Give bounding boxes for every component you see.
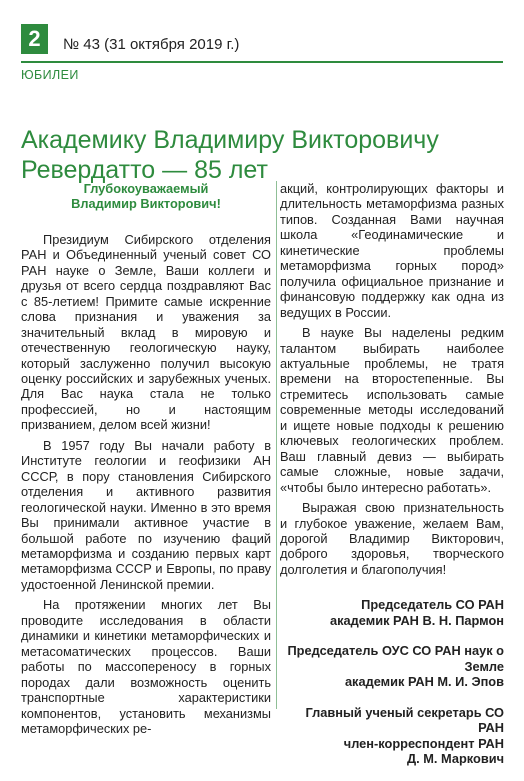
greeting <box>21 181 271 212</box>
signature-block <box>280 597 504 628</box>
page-number-badge: 2 <box>21 24 48 54</box>
signature-title: Председатель СО РАН <box>361 597 504 613</box>
letter-paragraph: Выражая свою признательность и глубокое уважение, желаем Вам, дорогой Владимир Викторович, доброго здоровья, творческого долголетия и благополучия! <box>280 500 504 577</box>
signature-subtitle: член-корреспондент РАН <box>343 735 504 751</box>
greeting-line-2: Владимир Викторович! <box>71 196 221 212</box>
letter-paragraph: В науке Вы наделены редким талантом выбирать наиболее актуальные проблемы, не тратя времени на второстепенные. Вы стремитесь использовать самые современные методы исследований и ищете новые подходы к решению ключевых геологических проблем. Ваш главный девиз — выбирать самые сложные, новые задачи, «чтобы было интересно работать». <box>280 325 504 495</box>
right-column <box>280 181 504 781</box>
section-label: ЮБИЛЕИ <box>21 68 79 82</box>
signature-title: Главный ученый секретарь СО РАН <box>305 704 504 736</box>
column-divider <box>276 181 277 709</box>
letter-paragraph: Президиум Сибирского отделения РАН и Объединенный ученый совет СО РАН науке о Земле, Ваши коллеги и друзья от всего сердца поздравляют Вас с 85-летием! Примите самые искренние слова признания и уважения за значительный вклад в мировую и отечественную геологическую науку, который заслуженно получил высокую оценку российских и зарубежных ученых. Для Вас наука стала не только профессией, но и настоящим призванием, делом всей жизни! <box>21 231 271 433</box>
greeting-line-1: Глубокоуважаемый <box>83 181 209 196</box>
letter-paragraph-continued: акций, контролирующих факторы и длительность метаморфизма разных типов. Созданная Вами научная школа «Геодинамические и кинетические проблемы метаморфизма горных пород» получила официальное признание и финансовую поддержку как одна из ведущих в России. <box>280 181 504 320</box>
letter-paragraph: В 1957 году Вы начали работу в Институте геологии и геофизики АН СССР, в пору становления Сибирского отделения и активного развития геологической науки. Именно в это время Вы принимали активное участие в большой работе по изучению фаций метаморфизма и созданию первых карт метаморфизма СССР и Европы, по праву удостоенной Ленинской премии. <box>21 437 271 592</box>
issue-line: № 43 (31 октября 2019 г.) <box>63 36 240 53</box>
article-headline: Академику Владимиру Викторовичу Ревердатто — 85 лет <box>21 125 439 184</box>
signature-block <box>280 705 504 767</box>
left-column <box>21 181 271 741</box>
signature-name: Д. М. Маркович <box>407 750 504 766</box>
signature-name: академик РАН В. Н. Пармон <box>330 612 504 628</box>
letter-paragraph: На протяжении многих лет Вы проводите исследования в области динамики и кинетики метаморфических и метасоматических процессов. Ваши работы по массопереносу в горных породах дали возможность оценить транспортные характеристики компонентов, установить механизмы метаморфических ре- <box>21 597 271 736</box>
signature-block <box>280 643 504 689</box>
signature-name: академик РАН М. И. Эпов <box>344 674 504 690</box>
signature-title: Председатель ОУС СО РАН наук о Земле <box>287 643 504 674</box>
header-divider <box>21 61 503 63</box>
